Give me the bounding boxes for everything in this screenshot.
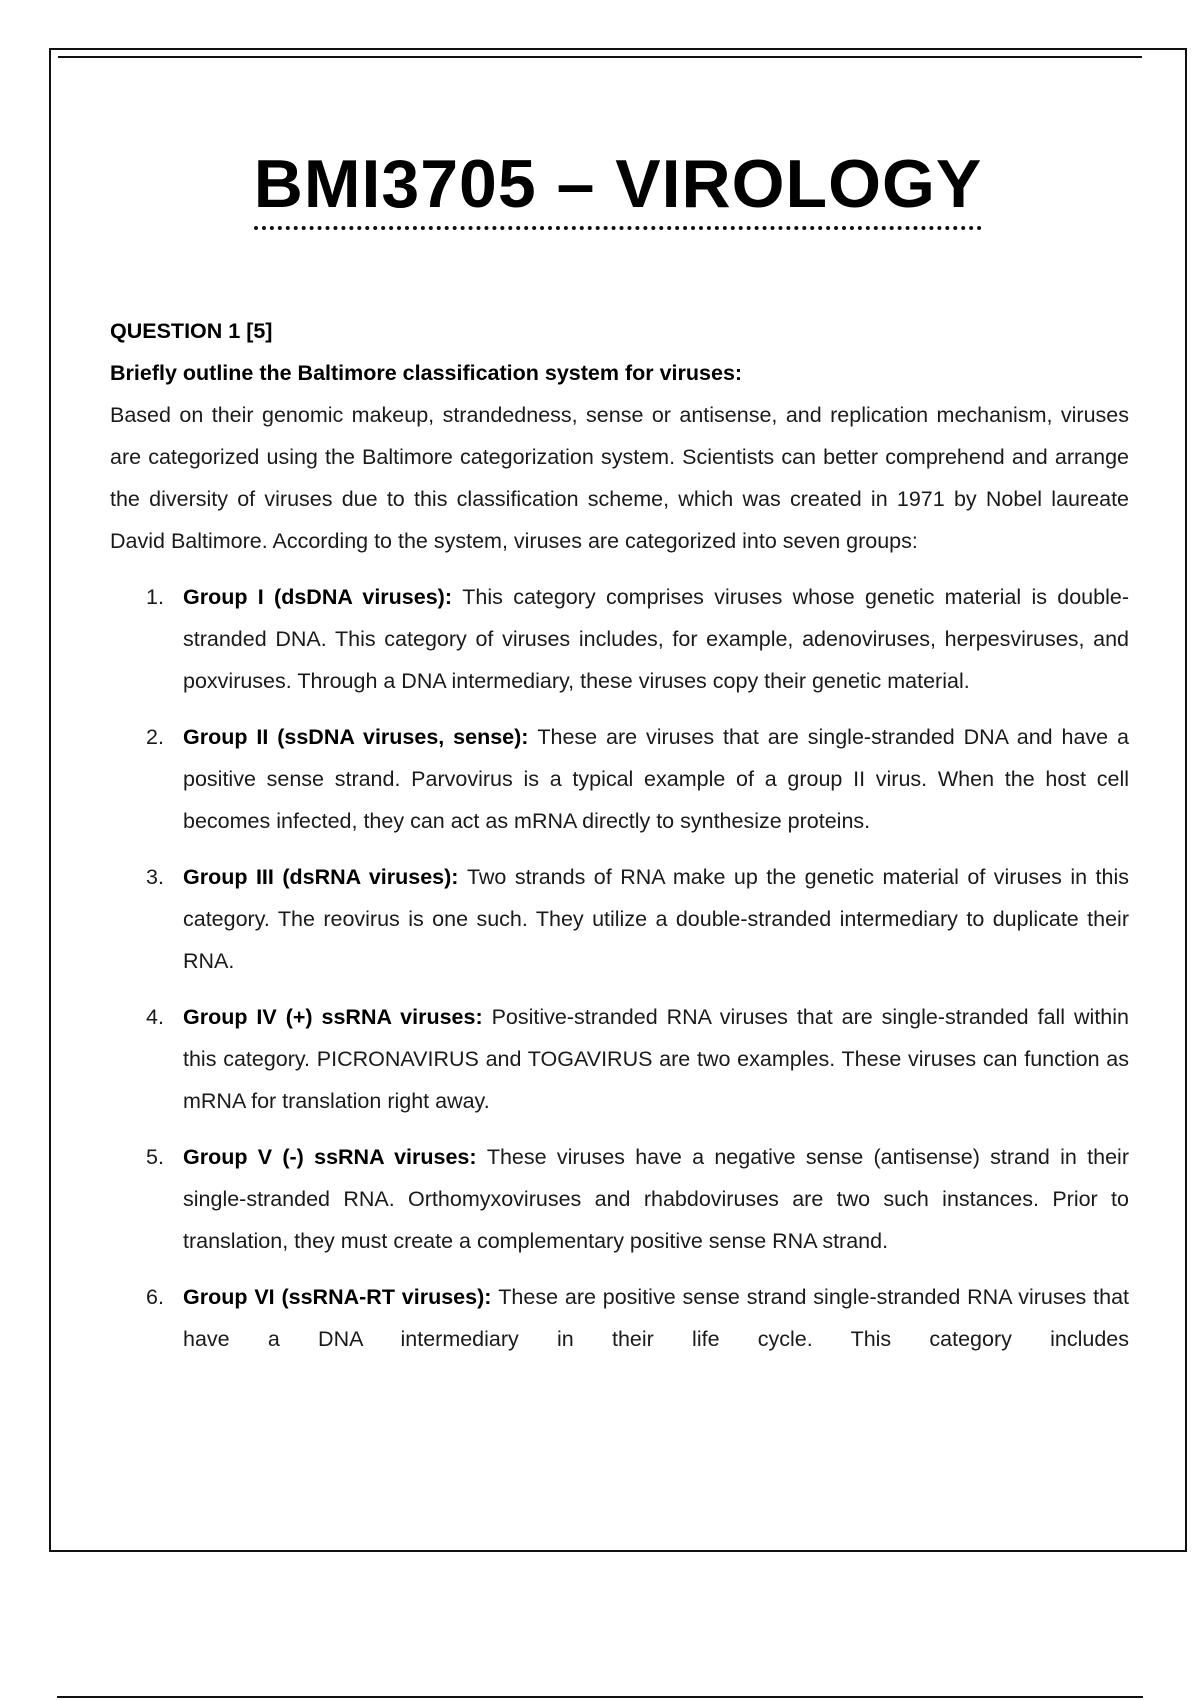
- group-title: Group I (dsDNA viruses):: [183, 585, 463, 609]
- list-item-group-4: [110, 996, 1129, 1122]
- top-rule: [58, 56, 1142, 58]
- group-description: Positive-stranded RNA viruses that are single-stranded fall within this category. PICRONAVIRUS and TOGAVIRUS are two examples. These viruses can function as mRNA for translation right away.: [183, 1005, 1129, 1113]
- group-title: Group IV (+) ssRNA viruses:: [183, 1005, 492, 1029]
- document-title: BMI3705 – VIROLOGY: [254, 150, 982, 230]
- list-item-group-3: [110, 856, 1129, 982]
- group-title: Group III (dsRNA viruses):: [183, 865, 467, 889]
- document-content: [110, 310, 1129, 1374]
- list-number: 6.: [146, 1285, 164, 1309]
- group-title: Group II (ssDNA viruses, sense):: [183, 725, 538, 749]
- list-number: 4.: [146, 1005, 164, 1029]
- list-item-group-1: [110, 576, 1129, 702]
- group-description: Two strands of RNA make up the genetic material of viruses in this category. The reovirus is one such. They utilize a double-stranded intermediary to duplicate their RNA.: [183, 865, 1129, 973]
- question-heading: QUESTION 1 [5]: [110, 319, 273, 343]
- group-title: Group VI (ssRNA-RT viruses):: [183, 1285, 499, 1309]
- intro-paragraph: Based on their genomic makeup, strandedness, sense or antisense, and replication mechanism, viruses are categorized using the Baltimore categorization system. Scientists can better comprehend and arrange the diversity of viruses due to this classification scheme, which was created in 1971 by Nobel laureate David Baltimore. According to the system, viruses are categorized into seven groups:: [110, 403, 1129, 553]
- list-number: 1.: [146, 585, 164, 609]
- group-title: Group V (-) ssRNA viruses:: [183, 1145, 487, 1169]
- footer-rule: [57, 1696, 1143, 1698]
- list-item-group-5: [110, 1136, 1129, 1262]
- document-title-wrapper: [51, 146, 1185, 230]
- list-number: 3.: [146, 865, 164, 889]
- question-prompt: Briefly outline the Baltimore classification system for viruses:: [110, 361, 743, 385]
- list-number: 2.: [146, 725, 164, 749]
- list-item-group-2: [110, 716, 1129, 842]
- group-description: These are positive sense strand single-stranded RNA viruses that have a DNA intermediary in their life cycle. This category includes: [183, 1285, 1129, 1351]
- group-list: [110, 576, 1129, 1360]
- group-description: These are viruses that are single-stranded DNA and have a positive sense strand. Parvovirus is a typical example of a group II virus. When the host cell becomes infected, they can act as mRNA directly to synthesize proteins.: [183, 725, 1129, 833]
- list-number: 5.: [146, 1145, 164, 1169]
- list-item-group-6: [110, 1276, 1129, 1360]
- group-description: These viruses have a negative sense (antisense) strand in their single-stranded RNA. Orthomyxoviruses and rhabdoviruses are two such instances. Prior to translation, they must create a complementary positive sense RNA strand.: [183, 1145, 1129, 1253]
- group-description: This category comprises viruses whose genetic material is double-stranded DNA. This category of viruses includes, for example, adenoviruses, herpesviruses, and poxviruses. Through a DNA intermediary, these viruses copy their genetic material.: [183, 585, 1129, 693]
- page-frame: [49, 48, 1187, 1552]
